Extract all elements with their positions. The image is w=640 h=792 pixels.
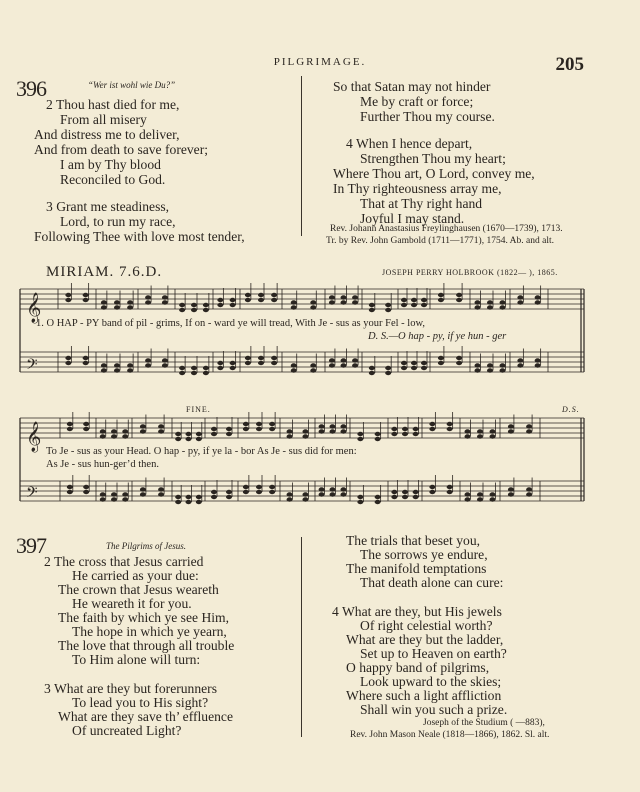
stanza-line: Reconciled to God.: [60, 172, 166, 187]
stanza-line: Set up to Heaven on earth?: [360, 646, 507, 661]
stanza-line: 2 The cross that Jesus carried: [44, 554, 204, 569]
column-divider: [301, 537, 302, 737]
attribution-author: Rev. Johann Anastasius Freylinghausen (1670—1739), 1713.: [330, 224, 563, 234]
hymn-original-title: “Wer ist wohl wie Du?”: [88, 80, 176, 90]
stanza-line: 4 What are they, but His jewels: [332, 604, 502, 619]
stanza-line: The faith by which ye see Him,: [58, 610, 230, 625]
svg-text:𝄞: 𝄞: [26, 293, 42, 323]
stanza-line: The manifold temptations: [346, 561, 487, 576]
stanza-line: O happy band of pilgrims,: [346, 660, 490, 675]
stanza-line: 3 Grant me steadiness,: [46, 199, 170, 214]
tune-composer: JOSEPH PERRY HOLBROOK (1822— ), 1865.: [382, 268, 558, 277]
lyric-line: 1. O HAP - PY band of pil - grims, If on - ward ye will tread, With Je - sus as your Fel - low,: [36, 318, 425, 329]
svg-text:𝄢: 𝄢: [26, 356, 38, 377]
stanza-line: That death alone can cure:: [360, 575, 504, 590]
stanza-line: The love that through all trouble: [58, 638, 235, 653]
stanza-line: In Thy righteousness array me,: [333, 181, 502, 196]
attribution-translator: Tr. by Rev. John Gambold (1711—1771), 1754. Ab. and alt.: [326, 236, 554, 246]
svg-text:𝄞: 𝄞: [26, 422, 42, 452]
stanza-line: 2 Thou hast died for me,: [46, 97, 180, 112]
stanza-line: The crown that Jesus weareth: [58, 582, 219, 597]
stanza-line: Where such a light affliction: [346, 688, 502, 703]
stanza-line: Strengthen Thou my heart;: [360, 151, 506, 166]
page-number: 205: [555, 54, 584, 75]
stanza-line: Further Thou my course.: [360, 109, 495, 124]
stanza-line: To Him alone will turn:: [72, 652, 201, 667]
stanza-line: Where Thou art, O Lord, convey me,: [333, 166, 535, 181]
hymn-number-396: 396: [16, 76, 46, 101]
svg-text:𝄢: 𝄢: [26, 484, 38, 505]
stanza-line: Of right celestial worth?: [360, 618, 493, 633]
stanza-line: 4 When I hence depart,: [346, 136, 473, 151]
stanza-line: And distress me to deliver,: [34, 127, 180, 142]
stanza-line: That at Thy right hand: [360, 196, 483, 211]
stanza-line: Look upward to the skies;: [360, 674, 502, 689]
stanza-line: He weareth it for you.: [72, 596, 192, 611]
attribution-author: Joseph of the Studium ( —883),: [423, 718, 545, 728]
stanza-line: The trials that beset you,: [346, 533, 481, 548]
tune-name: MIRIAM. 7.6.D.: [46, 264, 163, 280]
stanza-line: And from death to save forever;: [34, 142, 209, 157]
lyric-line: As Je - sus hun-ger’d then.: [46, 459, 159, 470]
stanza-line: 3 What are they but forerunners: [44, 681, 218, 696]
stanza-line: What are they save th’ effluence: [58, 709, 233, 724]
running-title: PILGRIMAGE.: [273, 56, 367, 68]
stanza-line: Following Thee with love most tender,: [34, 229, 245, 244]
stanza-line: He carried as your due:: [72, 568, 199, 583]
stanza-line: The sorrows ye endure,: [360, 547, 488, 562]
stanza-line: Of uncreated Light?: [72, 723, 182, 738]
lyric-line-ds: D. S.—O hap - py, if ye hun - ger: [368, 331, 507, 342]
lyric-line: To Je - sus as your Head. O hap - py, if ye la - bor As Je - sus did for men:: [46, 446, 357, 457]
stanza-line: I am by Thy blood: [60, 157, 161, 172]
stanza-line: The hope in which ye yearn,: [72, 624, 227, 639]
ds-label: D.S.: [562, 405, 580, 414]
stanza-line: So that Satan may not hinder: [333, 79, 491, 94]
fine-label: FINE.: [186, 405, 211, 414]
hymn-title: The Pilgrims of Jesus.: [106, 541, 186, 551]
hymn-number-397: 397: [16, 533, 46, 558]
attribution-translator: Rev. John Mason Neale (1818—1866), 1862. Sl. alt.: [350, 730, 550, 740]
stanza-line: To lead you to His sight?: [72, 695, 209, 710]
stanza-line: Lord, to run my race,: [60, 214, 176, 229]
stanza-line: Shall win you such a prize.: [360, 702, 508, 717]
stanza-line: Me by craft or force;: [360, 94, 474, 109]
stanza-line: Joyful I may stand.: [360, 211, 465, 226]
stanza-line: From all misery: [60, 112, 147, 127]
stanza-line: What are they but the ladder,: [346, 632, 504, 647]
